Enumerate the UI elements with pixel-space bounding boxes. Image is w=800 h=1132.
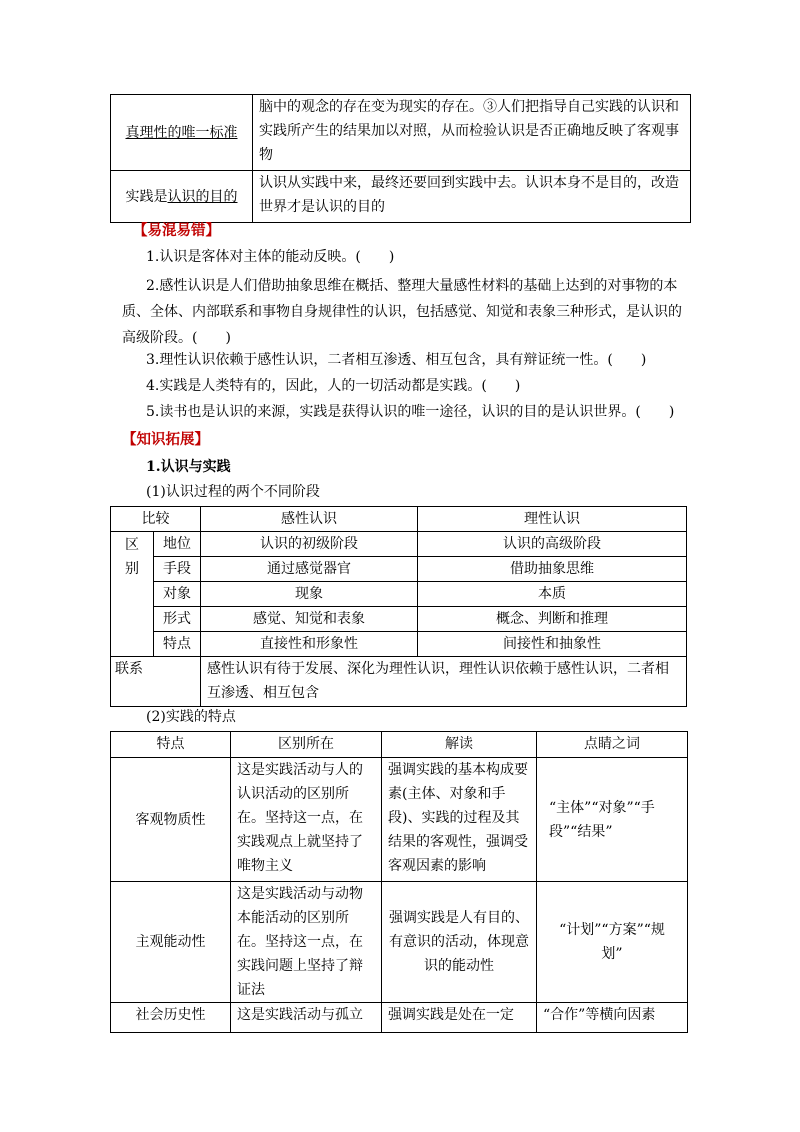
confusion-item-4: 4.实践是人类特有的，因此，人的一切活动都是实践。( ): [146, 378, 521, 394]
difference-group-label: 区 别: [111, 532, 154, 582]
interpretation-subjective: 强调实践是人有目的、有意识的活动，体现意识的能动性: [382, 882, 537, 1003]
row-label-form: 形式: [154, 607, 201, 632]
keywords-objective: “主体”“对象”“手段”“结果”: [537, 758, 688, 882]
feature-header: 特点: [111, 732, 231, 758]
row-means-rational: 借助抽象思维: [418, 557, 687, 582]
interpretation-objective: 强调实践的基本构成要素(主体、对象和手段)、实践的过程及其结果的客观性，强调受客观因素的影响: [382, 758, 537, 882]
interpretation-header: 解读: [382, 732, 537, 758]
row-label-object: 对象: [154, 582, 201, 607]
goal-label-cell: [111, 171, 253, 223]
row-label-means: 手段: [154, 557, 201, 582]
row-status-perceptual: 认识的初级阶段: [201, 532, 418, 557]
link-label: 联系: [111, 657, 201, 707]
row-form-rational: 概念、判断和推理: [418, 607, 687, 632]
link-text: 感性认识有待于发展、深化为理性认识，理性认识依赖于感性认识，二者相互渗透、相互包含: [201, 657, 687, 707]
confusion-heading: 【易混易错】: [133, 222, 220, 239]
confusion-item-5: 5.读书也是认识的来源，实践是获得认识的唯一途径，认识的目的是认识世界。( ): [146, 404, 675, 420]
row-form-perceptual: 感觉、知觉和表象: [201, 607, 418, 632]
row-feature-rational: 间接性和抽象性: [418, 632, 687, 657]
confusion-item-3: 3.理性认识依赖于感性认识，二者相互渗透、相互包含，具有辩证统一性。( ): [146, 352, 647, 368]
keywords-subjective: “计划”“方案”“规划”: [537, 882, 688, 1003]
row-status-rational: 认识的高级阶段: [418, 532, 687, 557]
cell-label-pre: 实践是: [125, 188, 168, 205]
rational-header: 理性认识: [418, 507, 687, 532]
difference-objective: 这是实践活动与人的认识活动的区别所在。坚持这一点，在实践观点上就坚持了唯物主义: [231, 758, 382, 882]
cognition-stages-table: [110, 506, 687, 707]
keywords-social: “合作”等横向因素: [537, 1003, 688, 1033]
feature-social: 社会历史性: [111, 1003, 231, 1033]
perceptual-header: 感性认识: [201, 507, 418, 532]
row-object-rational: 本质: [418, 582, 687, 607]
difference-social: 这是实践活动与孤立: [231, 1003, 382, 1033]
truth-label-cell: [111, 95, 253, 171]
compare-header: 比较: [111, 507, 201, 532]
section1-title: (1)认识过程的两个不同阶段: [146, 484, 320, 500]
feature-objective: 客观物质性: [111, 758, 231, 882]
goal-content-cell: 认识从实践中来，最终还要回到实践中去。认识本身不是目的，改造世界才是认识的目的: [253, 171, 691, 223]
section2-title: (2)实践的特点: [146, 709, 236, 725]
difference-group-spacer: [111, 582, 154, 657]
difference-subjective: 这是实践活动与动物本能活动的区别所在。坚持这一点，在实践问题上坚持了辩证法: [231, 882, 382, 1003]
truth-content-cell: 脑中的观念的存在变为现实的存在。③人们把指导自己实践的认识和实践所产生的结果加以对照，从而检验认识是否正确地反映了客观事物: [253, 95, 691, 171]
expansion-heading: 【知识拓展】: [122, 431, 209, 448]
row-label-status: 地位: [154, 532, 201, 557]
expansion-subheading: 1.认识与实践: [146, 459, 231, 475]
row-label-feature: 特点: [154, 632, 201, 657]
interpretation-social: 强调实践是处在一定: [382, 1003, 537, 1033]
keywords-header: 点睛之词: [537, 732, 688, 758]
goal-label: 认识的目的: [167, 188, 238, 205]
truth-table: [110, 94, 691, 223]
truth-standard-label: 真理性的唯一标准: [125, 124, 238, 141]
confusion-item-2: 2.感性认识是人们借助抽象思维在概括、整理大量感性材料的基础上达到的对事物的本质、全体、内部联系和事物自身规律性的认识，包括感觉、知觉和表象三种形式，是认识的高级阶段。( ): [122, 278, 682, 346]
confusion-item-1: 1.认识是客体对主体的能动反映。( ): [146, 249, 395, 265]
row-means-perceptual: 通过感觉器官: [201, 557, 418, 582]
row-feature-perceptual: 直接性和形象性: [201, 632, 418, 657]
practice-features-table: [110, 731, 688, 1033]
feature-subjective: 主观能动性: [111, 882, 231, 1003]
row-object-perceptual: 现象: [201, 582, 418, 607]
difference-header: 区别所在: [231, 732, 382, 758]
